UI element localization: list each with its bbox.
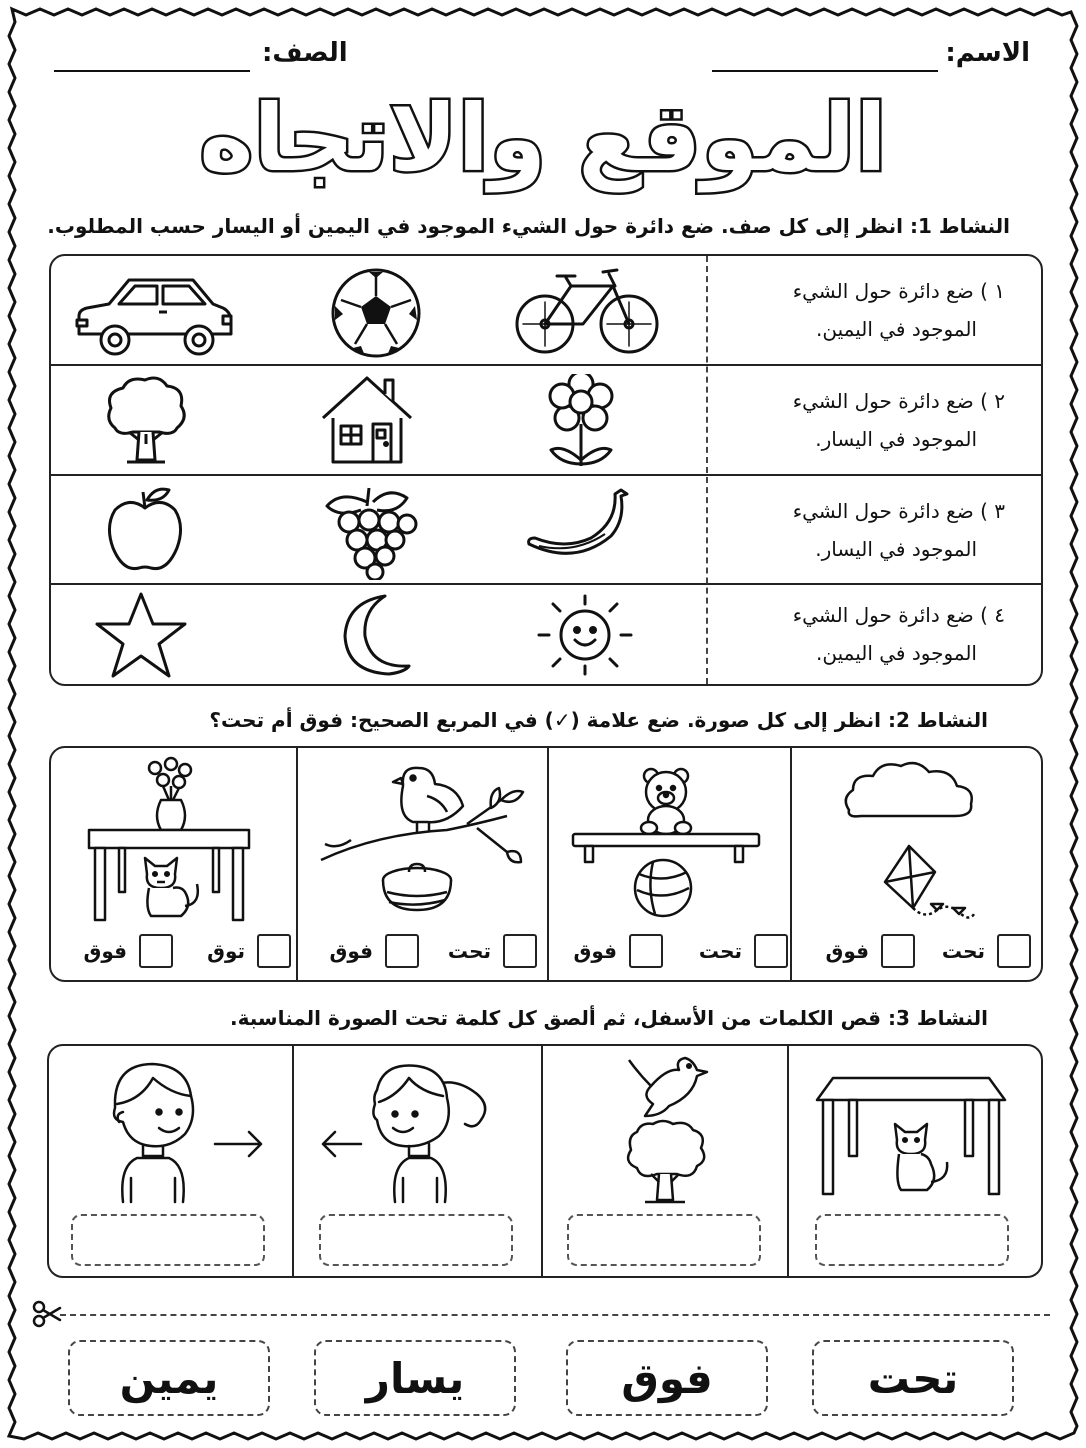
word-card-above[interactable]: فوق (566, 1340, 768, 1416)
kite-icon (885, 846, 975, 918)
row-divider (51, 364, 1041, 366)
checkbox[interactable] (881, 934, 915, 968)
word-card-below[interactable]: تحت (812, 1340, 1014, 1416)
girl-pointing-left-picture (317, 1062, 497, 1206)
class-line[interactable] (54, 70, 250, 72)
option-below[interactable]: توق (207, 934, 291, 968)
activity2-panels (49, 746, 1043, 982)
panel-divider (547, 748, 549, 980)
nest-icon (383, 864, 451, 910)
class-label: الصف: (262, 38, 348, 68)
row3-prompt: ٣ ) ضع دائرة حول الشيء الموجود في اليسار. (792, 499, 1005, 561)
row-divider (51, 474, 1041, 476)
sun-icon[interactable] (535, 592, 635, 678)
tree-icon[interactable] (103, 374, 189, 468)
house-icon[interactable] (319, 374, 415, 466)
activity3-panels (47, 1044, 1043, 1278)
apple-icon[interactable] (105, 486, 185, 574)
option-below[interactable]: تحت (942, 934, 1031, 968)
teddy-bear-icon (641, 769, 691, 834)
grapes-icon[interactable] (319, 484, 419, 580)
scissors-icon (32, 1300, 62, 1328)
banana-icon[interactable] (525, 488, 633, 572)
star-icon[interactable] (93, 590, 189, 680)
column-divider (706, 256, 708, 684)
panel-divider (292, 1046, 294, 1276)
activity2-instruction: النشاط 2: انظر إلى كل صورة. ضع علامة (✓) في المربع الصحيح: فوق أم تحت؟ (209, 708, 988, 732)
boy-pointing-right-picture (101, 1060, 271, 1206)
checkbox[interactable] (257, 934, 291, 968)
paste-box[interactable] (567, 1214, 761, 1266)
branch-scene (317, 760, 527, 920)
shelf-icon (573, 834, 759, 862)
checkbox[interactable] (139, 934, 173, 968)
paste-box[interactable] (319, 1214, 513, 1266)
flower-icon[interactable] (543, 374, 619, 470)
bicycle-icon[interactable] (513, 262, 663, 358)
bird-icon (393, 768, 463, 832)
option-above[interactable]: فوق (83, 934, 173, 968)
activity1-instruction: النشاط 1: انظر إلى كل صف. ضع دائرة حول الشيء الموجود في اليمين أو اليسار حسب المطلوب. (47, 214, 1010, 238)
page-title (0, 78, 1086, 202)
option-below[interactable]: تحت (448, 934, 537, 968)
activity1-table (49, 254, 1043, 686)
cat-icon (145, 858, 198, 916)
row2-prompt: ٢ ) ضع دائرة حول الشيء الموجود في اليسار. (792, 389, 1005, 451)
page-title-text: الموقع والاتجاه (199, 85, 887, 192)
option-above[interactable]: فوق (825, 934, 915, 968)
ball-icon (635, 860, 691, 916)
name-label: الاسم: (945, 38, 1030, 68)
paste-box[interactable] (71, 1214, 265, 1266)
checkbox[interactable] (503, 934, 537, 968)
car-icon[interactable] (73, 270, 235, 360)
cloud-kite-scene (839, 758, 979, 928)
checkbox[interactable] (629, 934, 663, 968)
checkbox[interactable] (997, 934, 1031, 968)
name-line[interactable] (712, 70, 938, 72)
checkbox[interactable] (385, 934, 419, 968)
option-above[interactable]: فوق (329, 934, 419, 968)
moon-icon[interactable] (333, 592, 413, 678)
cloud-icon (846, 763, 972, 816)
cat-under-table-picture (813, 1072, 1009, 1200)
row4-prompt: ٤ ) ضع دائرة حول الشيء الموجود في اليمين. (792, 603, 1005, 665)
activity3-instruction: النشاط 3: قص الكلمات من الأسفل، ثم ألصق كل كلمة تحت الصورة المناسبة. (230, 1006, 988, 1030)
row-divider (51, 583, 1041, 585)
option-above[interactable]: فوق (573, 934, 663, 968)
cut-line (60, 1314, 1050, 1316)
word-card-left[interactable]: يسار (314, 1340, 516, 1416)
checkbox[interactable] (754, 934, 788, 968)
panel-divider (787, 1046, 789, 1276)
word-card-right[interactable]: يمين (68, 1340, 270, 1416)
option-below[interactable]: تحت (699, 934, 788, 968)
paste-box[interactable] (815, 1214, 1009, 1266)
row1-prompt: ١ ) ضع دائرة حول الشيء الموجود في اليمين. (792, 279, 1005, 341)
shelf-scene (569, 766, 765, 918)
bird-above-tree-picture (617, 1056, 717, 1206)
vase-icon (149, 758, 191, 830)
soccer-ball-icon[interactable] (329, 266, 423, 360)
panel-divider (296, 748, 298, 980)
panel-divider (790, 748, 792, 980)
table-scene (85, 756, 257, 924)
panel-divider (541, 1046, 543, 1276)
